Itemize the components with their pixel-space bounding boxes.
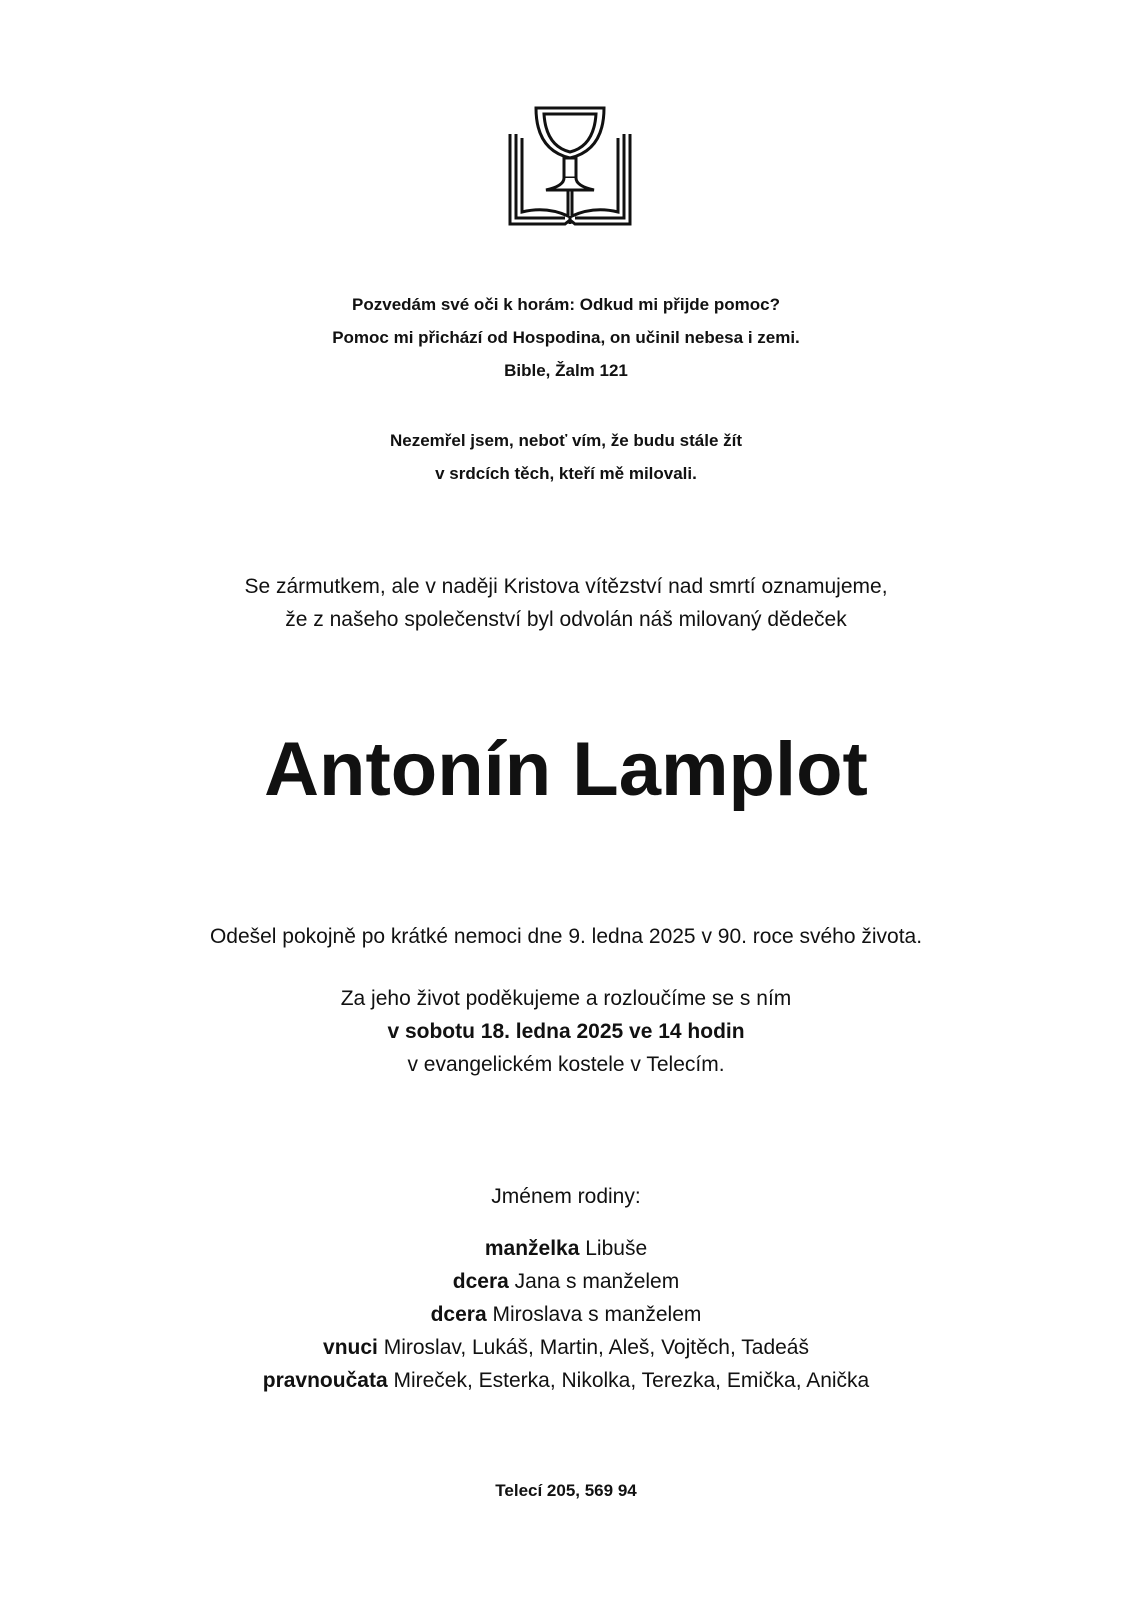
verse-line-1: Pozvedám své oči k horám: Odkud mi přijde pomoc? <box>352 295 780 314</box>
family-member <box>0 1364 1132 1397</box>
address: Telecí 205, 569 94 <box>495 1481 637 1500</box>
family-names: Miroslava s manželem <box>492 1303 702 1326</box>
quote-line-1: Nezemřel jsem, neboť vím, že budu stále žít <box>389 431 743 450</box>
bible-verse <box>0 288 1132 387</box>
chalice-book-icon <box>506 106 634 230</box>
family-names: Miroslav, Lukáš, Martin, Aleš, Vojtěch, Tadeáš <box>383 1336 809 1359</box>
family-names: Mireček, Esterka, Nikolka, Terezka, Emička, Anička <box>393 1369 870 1392</box>
family-role: manželka <box>484 1237 580 1260</box>
verse-source: Bible, Žalm 121 <box>504 361 628 380</box>
verse-line-2: Pomoc mi přichází od Hospodina, on učinil nebesa i zemi. <box>332 328 800 347</box>
announcement-line-2: že z našeho společenství byl odvolán náš milovaný dědeček <box>285 608 847 631</box>
announcement <box>0 570 1132 636</box>
family-role: dcera <box>430 1303 487 1326</box>
family-list <box>0 1232 1132 1397</box>
family-names: Libuše <box>585 1237 648 1260</box>
family-member <box>0 1232 1132 1265</box>
farewell-datetime: v sobotu 18. ledna 2025 ve 14 hodin <box>387 1020 745 1043</box>
family-role: pravnoučata <box>262 1369 388 1392</box>
family-member <box>0 1265 1132 1298</box>
family-names: Jana s manželem <box>514 1270 680 1293</box>
announcement-line-1: Se zármutkem, ale v naději Kristova vítězství nad smrtí oznamujeme, <box>244 575 888 598</box>
family-role: dcera <box>452 1270 509 1293</box>
deceased-name: Antonín Lamplot <box>264 727 868 812</box>
memorial-quote <box>0 424 1132 490</box>
family-heading: Jménem rodiny: <box>491 1185 641 1208</box>
family-member <box>0 1298 1132 1331</box>
family-member <box>0 1331 1132 1364</box>
farewell-intro: Za jeho život poděkujeme a rozloučíme se s ním <box>340 987 792 1010</box>
death-notice: Odešel pokojně po krátké nemoci dne 9. ledna 2025 v 90. roce svého života. <box>209 925 923 948</box>
farewell-place: v evangelickém kostele v Telecím. <box>407 1053 725 1076</box>
quote-line-2: v srdcích těch, kteří mě milovali. <box>435 464 697 483</box>
farewell-info <box>0 982 1132 1081</box>
family-role: vnuci <box>323 1336 378 1359</box>
